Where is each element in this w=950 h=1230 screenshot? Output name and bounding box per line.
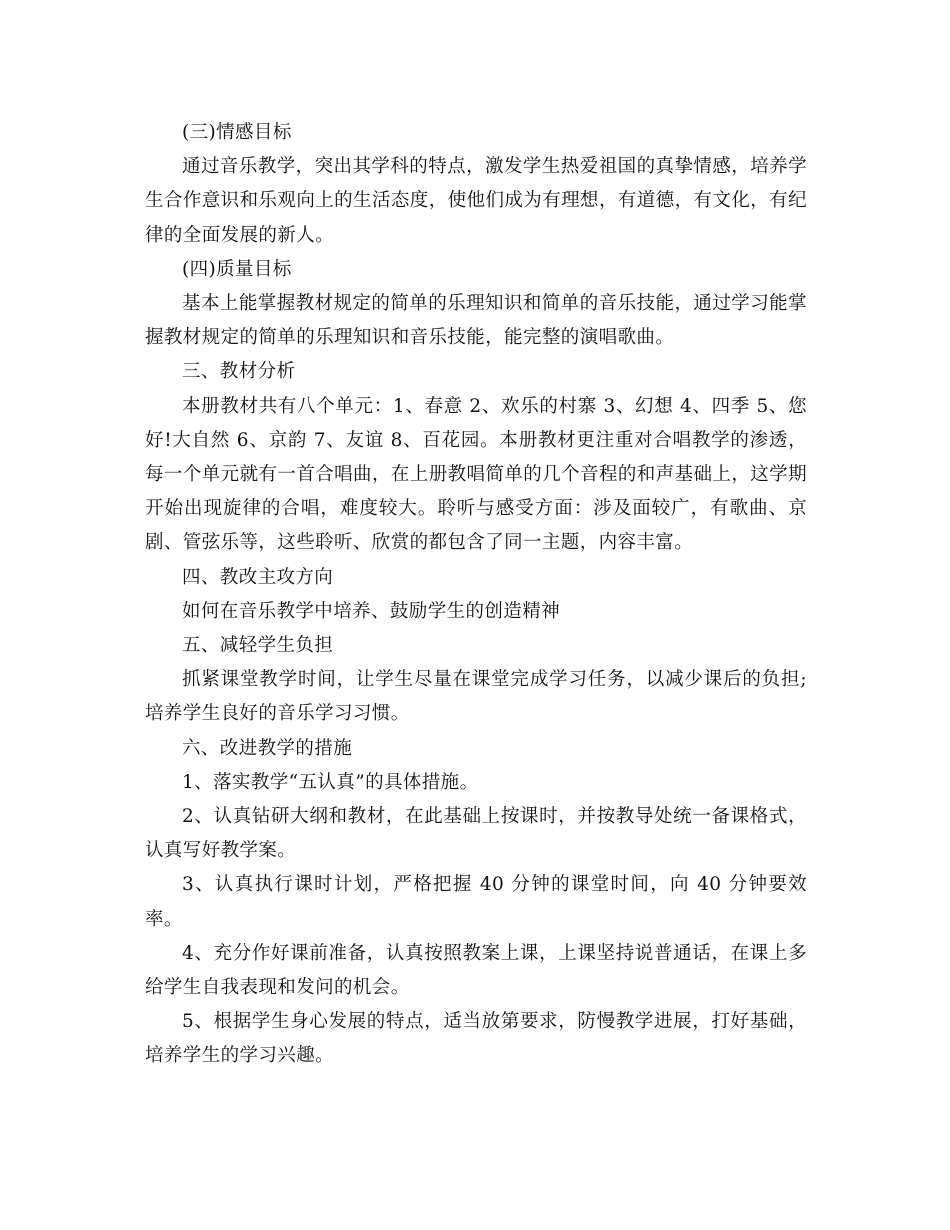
list-item-measure-3: 3、认真执行课时计划，严格把握 40 分钟的课堂时间，向 40 分钟要效率。 <box>145 874 807 930</box>
section-heading-emotion-goal: (三)情感目标 <box>182 122 292 143</box>
section-heading-improvement-measures: 六、改进教学的措施 <box>182 737 353 759</box>
paragraph-quality-goal: 基本上能掌握教材规定的简单的乐理知识和简单的音乐技能，通过学习能掌握教材规定的简单的乐理知识和音乐技能，能完整的演唱歌曲。 <box>145 293 807 349</box>
list-item-measure-1: 1、落实教学“五认真”的具体措施。 <box>182 771 479 793</box>
paragraph-reform-direction: 如何在音乐教学中培养、鼓励学生的创造精神 <box>182 600 561 622</box>
paragraph-emotion-goal: 通过音乐教学，突出其学科的特点，激发学生热爱祖国的真挚情感，培养学生合作意识和乐观向上的生活态度，使他们成为有理想，有道德，有文化，有纪律的全面发展的新人。 <box>145 156 807 246</box>
list-item-measure-5: 5、根据学生身心发展的特点，适当放第要求，防慢教学进展，打好基础，培养学生的学习兴趣。 <box>145 1011 807 1067</box>
document-body <box>145 116 807 1074</box>
section-heading-reduce-burden: 五、减轻学生负担 <box>182 635 334 657</box>
section-heading-textbook-analysis: 三、教材分析 <box>182 361 296 383</box>
paragraph-reduce-burden: 抓紧课堂教学时间，让学生尽量在课堂完成学习任务，以减少课后的负担;培养学生良好的音乐学习习惯。 <box>145 669 807 725</box>
list-item-measure-2: 2、认真钻研大纲和教材，在此基础上按课时，并按教导处统一备课格式，认真写好教学案。 <box>145 806 807 862</box>
section-heading-reform-direction: 四、教改主攻方向 <box>182 566 334 588</box>
section-heading-quality-goal: (四)质量目标 <box>182 258 292 280</box>
paragraph-textbook-analysis: 本册教材共有八个单元：1、春意 2、欢乐的村寨 3、幻想 4、四季 5、您好!大自然 6、京韵 7、友谊 8、百花园。本册教材更注重对合唱教学的渗透，每一个单元就有一首合唱曲，在上册教唱简单的几个音程的和声基础上，这学期开始出现旋律的合唱，难度较大。聆听与感受方面：涉及面较广，有歌曲、京剧、管弦乐等，这些聆听、欣赏的都包含了同一主题，内容丰富。 <box>145 395 807 554</box>
list-item-measure-4: 4、充分作好课前准备，认真按照教案上课，上课坚持说普通话，在课上多给学生自我表现和发问的机会。 <box>145 942 807 999</box>
